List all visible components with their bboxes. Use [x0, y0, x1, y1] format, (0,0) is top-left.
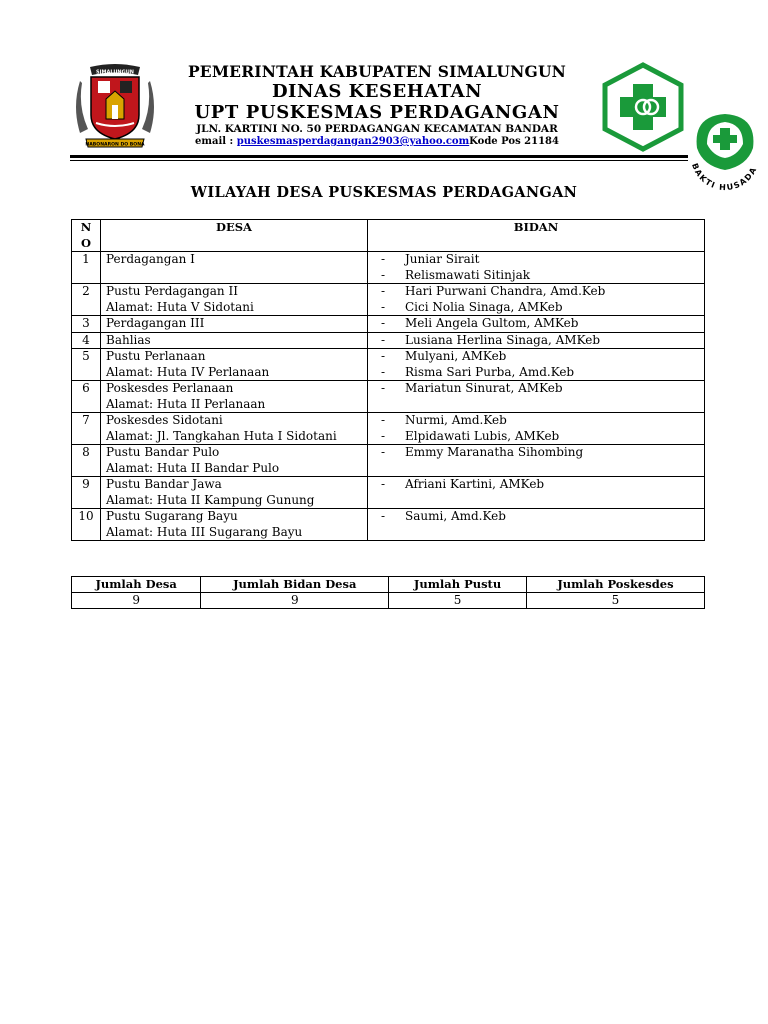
desa-name: Bahlias [106, 332, 151, 347]
bidan-cell [368, 316, 705, 333]
header-unit: UPT PUSKESMAS PERDAGANGAN [194, 102, 560, 123]
bidan-cell [368, 332, 705, 349]
bidan-name: Emmy Maranatha Sihombing [405, 445, 584, 459]
table-row [72, 445, 705, 477]
summary-header: Jumlah Pustu [389, 577, 527, 593]
bidan-cell [368, 509, 705, 541]
list-dash: - [381, 252, 386, 266]
desa-address: Alamat: Jl. Tangkahan Huta I Sidotani [106, 428, 337, 443]
village-midwife-table [71, 219, 705, 541]
summary-header-row [72, 577, 705, 593]
header-desa: DESA [101, 220, 368, 252]
email-link[interactable]: puskesmasperdagangan2903@yahoo.com [236, 136, 470, 147]
list-dash: - [381, 428, 386, 443]
bidan-cell [368, 284, 705, 316]
row-number: 4 [72, 332, 101, 349]
list-item [373, 316, 699, 332]
bidan-cell [368, 477, 705, 509]
desa-cell [101, 381, 368, 413]
header-contact [160, 136, 594, 147]
table-header-row [72, 220, 705, 252]
list-dash: - [381, 332, 386, 347]
row-number: 10 [72, 509, 101, 541]
header-no-line1: N [80, 220, 92, 234]
desa-name: Pustu Bandar Jawa [106, 477, 222, 491]
desa-name: Pustu Perdagangan II [106, 284, 238, 298]
list-dash: - [381, 381, 386, 395]
desa-name: Perdagangan I [106, 252, 195, 266]
bidan-cell [368, 381, 705, 413]
bidan-name: Mulyani, AMKeb [405, 349, 507, 363]
desa-cell [101, 316, 368, 333]
bidan-name: Relismawati Sitinjak [405, 267, 530, 282]
row-number: 6 [72, 381, 101, 413]
row-number: 1 [72, 252, 101, 284]
summary-value: 9 [72, 593, 201, 609]
list-item [373, 509, 699, 525]
bidan-name: Saumi, Amd.Keb [405, 509, 506, 523]
summary-header: Jumlah Bidan Desa [201, 577, 389, 593]
list-dash: - [381, 509, 386, 523]
bidan-cell [368, 252, 705, 284]
header-no-line2: O [80, 235, 92, 250]
bidan-name: Lusiana Herlina Sinaga, AMKeb [405, 332, 601, 347]
desa-name: Pustu Perlanaan [106, 349, 206, 363]
row-number: 7 [72, 413, 101, 445]
summary-value: 5 [526, 593, 704, 609]
desa-name: Poskesdes Sidotani [106, 413, 223, 427]
simalungun-emblem-logo [76, 63, 154, 151]
row-number: 9 [72, 477, 101, 509]
bidan-name: Afriani Kartini, AMKeb [405, 477, 545, 491]
summary-header: Jumlah Desa [72, 577, 201, 593]
desa-cell [101, 413, 368, 445]
bidan-name: Juniar Sirait [405, 252, 480, 266]
desa-address: Alamat: Huta IV Perlanaan [106, 364, 270, 379]
bidan-cell [368, 445, 705, 477]
header-rule-thin [70, 160, 688, 161]
table-row [72, 413, 705, 445]
bidan-name: Risma Sari Purba, Amd.Keb [405, 364, 575, 379]
table-row [72, 509, 705, 541]
table-body [72, 252, 705, 541]
table-row [72, 284, 705, 316]
desa-cell [101, 477, 368, 509]
list-item [373, 284, 699, 300]
puskesmas-logo [600, 62, 686, 152]
row-number: 3 [72, 316, 101, 333]
desa-cell [101, 349, 368, 381]
list-dash: - [381, 267, 386, 282]
bidan-name: Meli Angela Gultom, AMKeb [405, 316, 579, 330]
list-dash: - [381, 477, 386, 491]
list-dash: - [381, 299, 386, 314]
row-number: 5 [72, 349, 101, 381]
list-item [373, 333, 699, 349]
postal-code: Kode Pos 21184 [469, 136, 559, 147]
list-item [373, 413, 699, 429]
bidan-cell [368, 413, 705, 445]
bidan-name: Elpidawati Lubis, AMKeb [405, 428, 560, 443]
logo-banner-text: HABONARON DO BONA [85, 142, 145, 148]
summary-value-row [72, 593, 705, 609]
list-dash: - [381, 364, 386, 379]
desa-cell [101, 252, 368, 284]
desa-name: Pustu Sugarang Bayu [106, 509, 238, 523]
bidan-name: Cici Nolia Sinaga, AMKeb [405, 299, 563, 314]
header-government: PEMERINTAH KABUPATEN SIMALUNGUN [187, 62, 567, 81]
header-department: DINAS KESEHATAN [271, 81, 483, 102]
list-dash: - [381, 349, 386, 363]
list-item [373, 429, 699, 445]
list-item [373, 477, 699, 493]
desa-cell [101, 332, 368, 349]
logo-top-text: SIMALUNGUN [96, 69, 134, 76]
summary-value: 9 [201, 593, 389, 609]
header-no [72, 220, 101, 252]
bidan-name: Mariatun Sinurat, AMKeb [405, 381, 563, 395]
summary-value: 5 [389, 593, 527, 609]
desa-name: Pustu Bandar Pulo [106, 445, 220, 459]
email-label: email : [195, 136, 237, 147]
table-row [72, 316, 705, 333]
desa-cell [101, 445, 368, 477]
header-bidan: BIDAN [368, 220, 705, 252]
header-address: JLN. KARTINI NO. 50 PERDAGANGAN KECAMATAN BANDAR [196, 123, 558, 135]
bidan-cell [368, 349, 705, 381]
logo-bakti-text: BAKTI HUSADA [689, 162, 759, 193]
row-number: 8 [72, 445, 101, 477]
list-item [373, 445, 699, 461]
list-dash: - [381, 413, 386, 427]
desa-address: Alamat: Huta V Sidotani [106, 299, 254, 314]
desa-name: Poskesdes Perlanaan [106, 381, 234, 395]
list-item [373, 365, 699, 381]
table-row [72, 252, 705, 284]
table-row [72, 381, 705, 413]
desa-cell [101, 284, 368, 316]
list-item [373, 349, 699, 365]
desa-address: Alamat: Huta II Kampung Gunung [106, 492, 315, 507]
bidan-name: Nurmi, Amd.Keb [405, 413, 507, 427]
header-rule-thick [70, 155, 688, 158]
list-dash: - [381, 284, 386, 298]
desa-address: Alamat: Huta III Sugarang Bayu [106, 524, 303, 539]
summary-table [71, 576, 705, 609]
list-item [373, 268, 699, 284]
summary-header: Jumlah Poskesdes [526, 577, 704, 593]
table-row [72, 332, 705, 349]
list-dash: - [381, 316, 386, 330]
table-row [72, 349, 705, 381]
document-title: WILAYAH DESA PUSKESMAS PERDAGANGAN [190, 184, 578, 201]
row-number: 2 [72, 284, 101, 316]
desa-address: Alamat: Huta II Perlanaan [106, 396, 266, 411]
desa-address: Alamat: Huta II Bandar Pulo [106, 460, 280, 475]
bidan-name: Hari Purwani Chandra, Amd.Keb [405, 284, 606, 298]
desa-cell [101, 509, 368, 541]
desa-name: Perdagangan III [106, 316, 205, 330]
list-item [373, 300, 699, 316]
list-item [373, 381, 699, 397]
table-row [72, 477, 705, 509]
list-item [373, 252, 699, 268]
list-dash: - [381, 445, 386, 459]
